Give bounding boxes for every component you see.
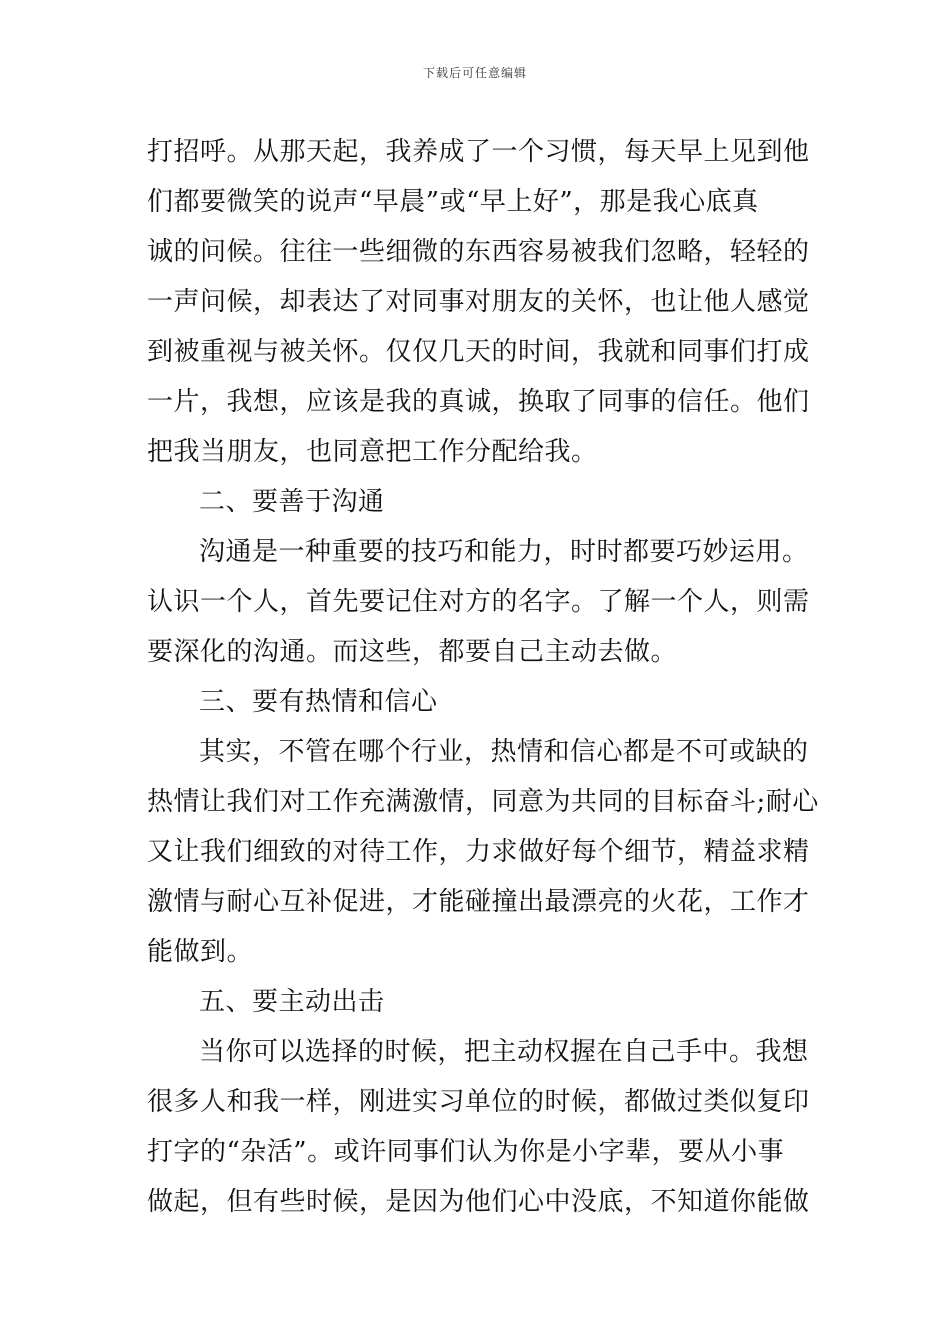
document-body — [147, 127, 817, 1227]
section-heading: 三、要有热情和信心 — [199, 687, 438, 717]
text-line: 诚的问候。往往一些细微的东西容易被我们忽略，轻轻的 — [147, 237, 810, 267]
paragraph-start: 沟通是一种重要的技巧和能力，时时都要巧妙运用。 — [199, 537, 809, 567]
text-line: 激情与耐心互补促进，才能碰撞出最漂亮的火花，工作才 — [147, 887, 810, 917]
text-line: 们都要微笑的说声“早晨”或“早上好”，那是我心底真 — [147, 187, 759, 217]
page-header: 下载后可任意编辑 — [422, 66, 527, 80]
text-line: 要深化的沟通。而这些，都要自己主动去做。 — [147, 637, 678, 667]
text-line: 一声问候，却表达了对同事对朋友的关怀，也让他人感觉 — [147, 287, 810, 317]
text-line: 热情让我们对工作充满激情，同意为共同的目标奋斗;耐心 — [147, 787, 819, 817]
paragraph-start: 当你可以选择的时候，把主动权握在自己手中。我想 — [199, 1037, 809, 1067]
text-line: 做起，但有些时候，是因为他们心中没底，不知道你能做 — [147, 1187, 810, 1217]
text-line: 能做到。 — [147, 937, 254, 967]
text-line: 到被重视与被关怀。仅仅几天的时间，我就和同事们打成 — [147, 337, 810, 367]
text-line: 认识一个人，首先要记住对方的名字。了解一个人，则需 — [147, 587, 810, 617]
text-line: 打招呼。从那天起，我养成了一个习惯，每天早上见到他 — [147, 137, 810, 167]
section-heading: 二、要善于沟通 — [199, 487, 385, 517]
text-line: 很多人和我一样，刚进实习单位的时候，都做过类似复印 — [147, 1087, 810, 1117]
text-line: 又让我们细致的对待工作，力求做好每个细节，精益求精 — [147, 837, 810, 867]
text-line: 打字的“杂活”。或许同事们认为你是小字辈，要从小事 — [147, 1137, 785, 1167]
text-line: 一片，我想，应该是我的真诚，换取了同事的信任。他们 — [147, 387, 810, 417]
section-heading: 五、要主动出击 — [199, 987, 385, 1017]
paragraph-start: 其实，不管在哪个行业，热情和信心都是不可或缺的 — [199, 737, 809, 767]
text-line: 把我当朋友，也同意把工作分配给我。 — [147, 437, 598, 467]
